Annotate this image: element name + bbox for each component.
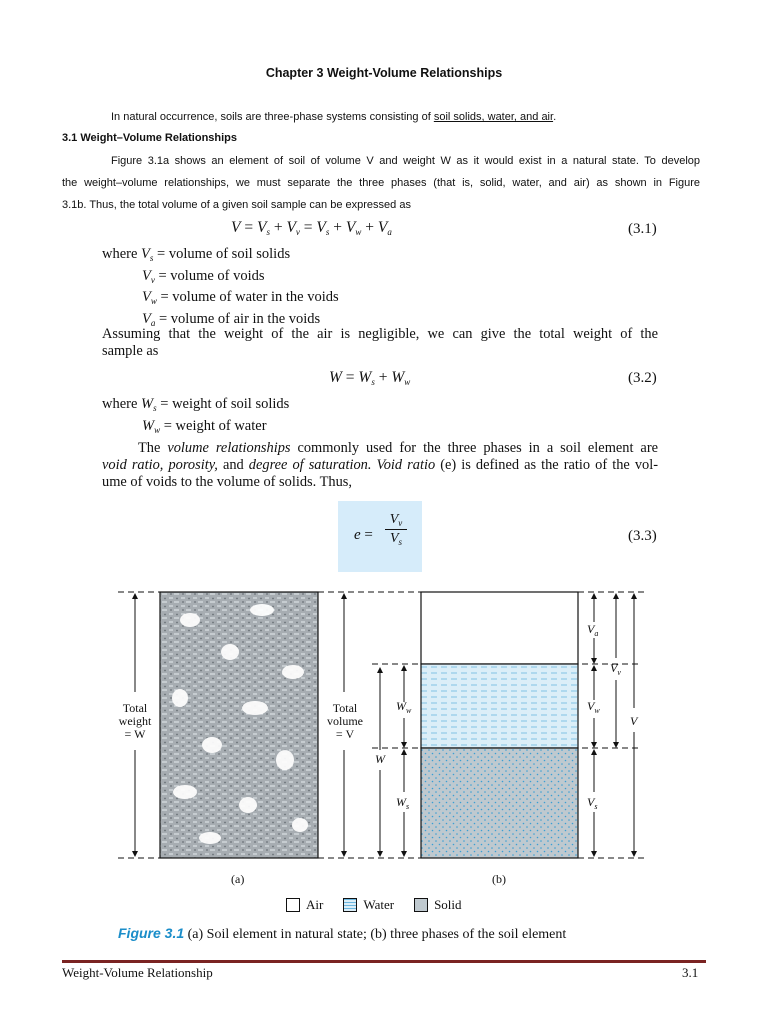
legend-air-swatch <box>286 898 300 912</box>
legend-water-swatch <box>343 898 357 912</box>
where-row-ws: where $W_s$ = weight of soil solids <box>102 396 290 413</box>
figure-caption <box>118 925 566 943</box>
svg-text:Ww: $W_w$ <box>396 699 412 715</box>
where-row-va: $V_a$ = volume of air in the voids <box>142 310 321 328</box>
section-para-line-3: 3.1b. Thus, the total volume of a given soil sample can be expressed as <box>62 199 411 211</box>
equation-3-2: $W = W_s + W_w$ <box>329 369 411 387</box>
svg-text:Va: $V_a$ <box>587 622 599 638</box>
svg-text:V: V <box>630 714 638 728</box>
figure-label-b: (b) <box>492 872 506 886</box>
legend-solid-label: Solid <box>434 897 462 912</box>
equation-3-2-number: (3.2) <box>628 370 657 386</box>
natural-soil-element <box>160 592 318 858</box>
where-row-vw: $V_w$ = volume of water in the voids <box>142 289 339 306</box>
legend-solid-swatch <box>414 898 428 912</box>
footer-rule <box>62 960 706 963</box>
section-para-line-2: the weight–volume relationships, we must separate the three phases (that is, solid, water, and air) as shown in Figure <box>62 177 700 189</box>
where-block-weights <box>102 396 289 439</box>
intro-end: . <box>553 111 557 123</box>
equation-3-3-box <box>338 501 422 572</box>
volrel-line-1: The volume relationships commonly used for the three phases in a soil element are <box>138 440 658 456</box>
total-weight-label: Total weight = W <box>118 701 152 741</box>
air-phase <box>421 592 578 664</box>
svg-text:Vv: $V_v$ <box>610 661 621 677</box>
intro-text: In natural occurrence, soils are three-phase systems consisting of <box>111 111 434 123</box>
section-heading: 3.1 Weight–Volume Relationships <box>62 132 238 144</box>
svg-text:Vw: $V_w$ <box>587 699 600 715</box>
volrel-line-2: void ratio, porosity, and degree of saturation. Void ratio (e) is defined as the ratio of the vol- <box>102 457 659 473</box>
assume-line-2: sample as <box>102 343 159 359</box>
water-phase <box>421 664 578 748</box>
where-row-vv: $V_v$ = volume of voids <box>142 267 265 285</box>
svg-text:W: W <box>375 752 385 766</box>
svg-text:Vs: $V_s$ <box>587 795 598 811</box>
footer-page-number: 3.1 <box>682 965 699 980</box>
equation-3-3-number: (3.3) <box>628 528 657 544</box>
intro-link[interactable]: soil solids, water, and air <box>433 111 554 123</box>
where-row-ww: $W_w$ = weight of water <box>142 417 267 435</box>
svg-text:Ws: $W_s$ <box>396 795 410 811</box>
legend-water-label: Water <box>363 897 395 912</box>
equation-3-3-lhs: e = <box>354 527 373 543</box>
legend-air-label: Air <box>306 897 324 912</box>
footer-left: Weight-Volume Relationship <box>62 965 213 980</box>
volrel-line-3: ume of voids to the volume of solids. Thus, <box>102 474 352 490</box>
figure-legend <box>286 897 462 913</box>
total-volume-label: Total volume = V <box>327 701 363 741</box>
intro-paragraph <box>111 106 556 128</box>
section-para-line-1: Figure 3.1a shows an element of soil of volume V and weight W as it would exist in a natural state. To develop <box>111 155 700 167</box>
where-block-volumes <box>102 246 339 332</box>
solid-phase <box>421 748 578 858</box>
page-title: Chapter 3 Weight-Volume Relationships <box>265 66 503 80</box>
figure-caption-text: (a) Soil element in natural state; (b) three phases of the soil element <box>184 927 567 942</box>
equation-3-3-fraction: $V_v$ $V_s$ <box>385 512 407 547</box>
figure-caption-label: Figure 3.1 <box>118 925 185 941</box>
equation-3-1-number: (3.1) <box>628 221 657 237</box>
where-row-vs: where $V_s$ = volume of soil solids <box>102 246 291 263</box>
equation-3-1: $V = V_s + V_v = V_s + V_w + V_a$ <box>231 219 392 237</box>
figure-label-a: (a) <box>231 872 245 886</box>
assume-line-1: Assuming that the weight of the air is negligible, we can give the total weight of the <box>102 326 658 342</box>
